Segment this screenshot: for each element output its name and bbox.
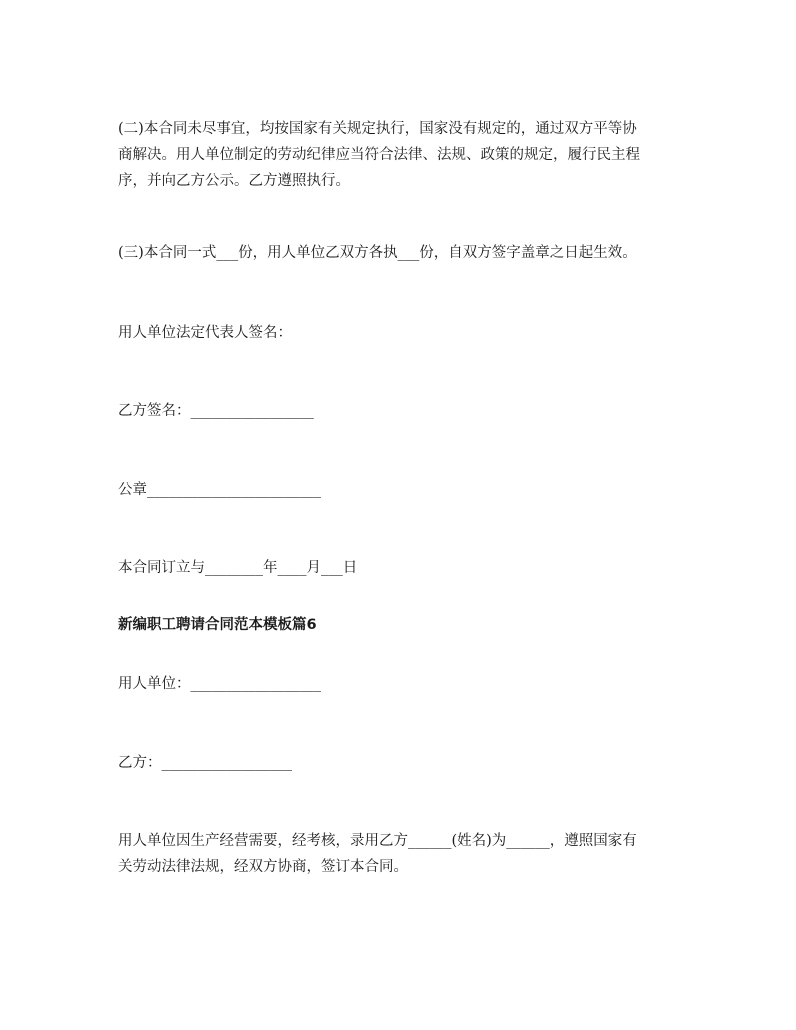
clause-2-line-3: 序，并向乙方公示。乙方遵照执行。 (118, 173, 350, 189)
contract-date-line: 本合同订立与________年____月___日 (118, 560, 358, 576)
clause-2-line-1: (二)本合同未尽事宜，均按国家有关规定执行，国家没有规定的，通过双方平等协 (118, 121, 637, 137)
section-heading: 新编职工聘请合同范本模板篇6 (118, 617, 317, 633)
intro-line-2: 关劳动法律法规，经双方协商，签订本合同。 (118, 859, 408, 875)
seal-line: 公章________________________ (118, 482, 321, 498)
clause-2-line-2: 商解决。用人单位制定的劳动纪律应当符合法律、法规、政策的规定，履行民主程 (118, 147, 640, 163)
clause-3: (三)本合同一式___份，用人单位乙双方各执___份，自双方签字盖章之日起生效。 (118, 245, 637, 261)
employer-rep-signature: 用人单位法定代表人签名： (118, 325, 292, 341)
party-b-signature: 乙方签名：_________________ (118, 403, 314, 419)
employer-field: 用人单位：__________________ (118, 676, 321, 692)
party-b-field: 乙方：__________________ (118, 755, 292, 771)
intro-line-1: 用人单位因生产经营需要，经考核，录用乙方______(姓名)为______，遵照国家有 (118, 833, 637, 849)
